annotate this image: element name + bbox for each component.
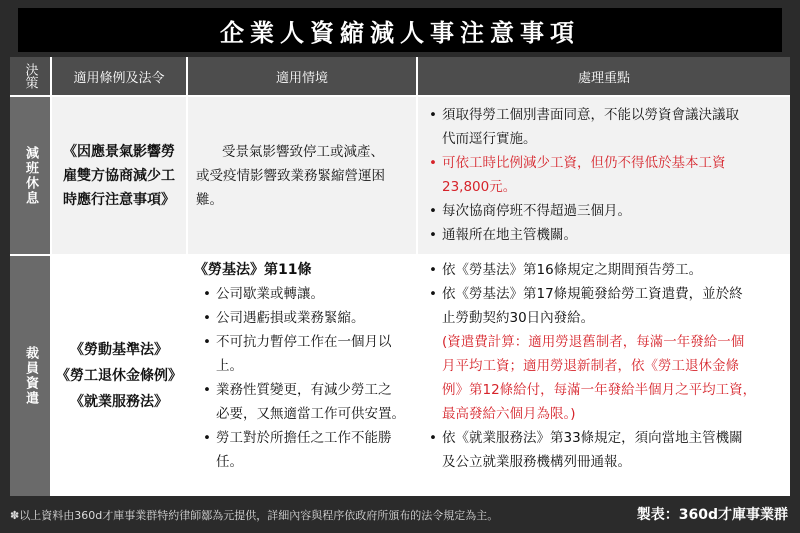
row1-law-line: 《因應景氣影響勞: [63, 143, 175, 160]
footer-disclaimer: ✽以上資料由360d才庫事業群特約律師鄒為元提供，詳細內容與程序依政府所頒布的法令規定為主。: [10, 509, 499, 522]
point-item: • 依《就業服務法》第33條規定，須向當地主管機關 及公立就業服務機構列冊通報。: [428, 426, 782, 474]
point-item: • 須取得勞工個別書面同意，不能以勞資會議決議取 代而逕行實施。: [428, 103, 782, 151]
point-item: • 通報所在地主管機關。: [428, 223, 782, 247]
row2-situation: [188, 256, 416, 496]
row2-decision-label: 裁員資遣: [23, 346, 38, 406]
row2-law: [52, 256, 186, 496]
header-points: 處理重點: [418, 57, 790, 95]
header-law: 適用條例及法令: [52, 57, 186, 95]
row1-law-line: 時應行注意事項》: [63, 191, 175, 208]
point-item: • 每次協商停班不得超過三個月。: [428, 199, 782, 223]
row2-law-line: 《勞動基準法》: [70, 342, 168, 358]
point-item-highlight: • 可依工時比例減少工資，但仍不得低於基本工資 23,800元。: [428, 151, 782, 199]
row1-points: [418, 97, 790, 254]
row1-law: [52, 97, 186, 254]
row2-law-line: 《勞工退休金條例》: [56, 368, 182, 384]
header-decision: [10, 57, 50, 95]
row1-decision: [10, 97, 50, 254]
situation-item: • 公司歇業或轉讓。: [202, 282, 410, 306]
row2-points: [418, 256, 790, 496]
point-item: • 依《勞基法》第17條規範發給勞工資遣費，並於終 止勞動契約30日內發給。: [428, 282, 782, 330]
header-situation: 適用情境: [188, 57, 416, 95]
severance-calculation-note: (資遣費計算：適用勞退舊制者，每滿一年發給一個 月平均工資；適用勞退新制者，依《勞工退休金條 例》第12條給付，每滿一年發給半個月之平均工資， 最高發給六個月為限。): [442, 334, 757, 422]
row1-decision-label: 減班休息: [23, 145, 38, 206]
row2-decision: [10, 256, 50, 496]
row2-situation-heading: 《勞基法》第11條: [194, 262, 312, 278]
situation-item: • 公司遇虧損或業務緊縮。: [202, 306, 410, 330]
row1-situation: [188, 97, 416, 254]
point-item: • 依《勞基法》第16條規定之期間預告勞工。: [428, 258, 782, 282]
row1-law-line: 雇雙方協商減少工: [63, 167, 175, 184]
notice-table: [10, 57, 790, 496]
row1-situation-line: 受景氣影響致停工或減產、: [222, 143, 384, 160]
situation-item: • 不可抗力暫停工作在一個月以 上。: [202, 330, 410, 378]
page-title: 企業人資縮減人事注意事項: [18, 8, 782, 52]
footer-credit: 製表：360d才庫事業群: [636, 507, 788, 523]
row1-situation-line: 或受疫情影響致業務緊縮營運困難。: [196, 167, 385, 208]
situation-item: • 勞工對於所擔任之工作不能勝 任。: [202, 426, 410, 474]
row2-law-line: 《就業服務法》: [70, 394, 168, 410]
header-decision-label: 決策: [22, 63, 38, 89]
situation-item: • 業務性質變更，有減少勞工之 必要，又無適當工作可供安置。: [202, 378, 410, 426]
